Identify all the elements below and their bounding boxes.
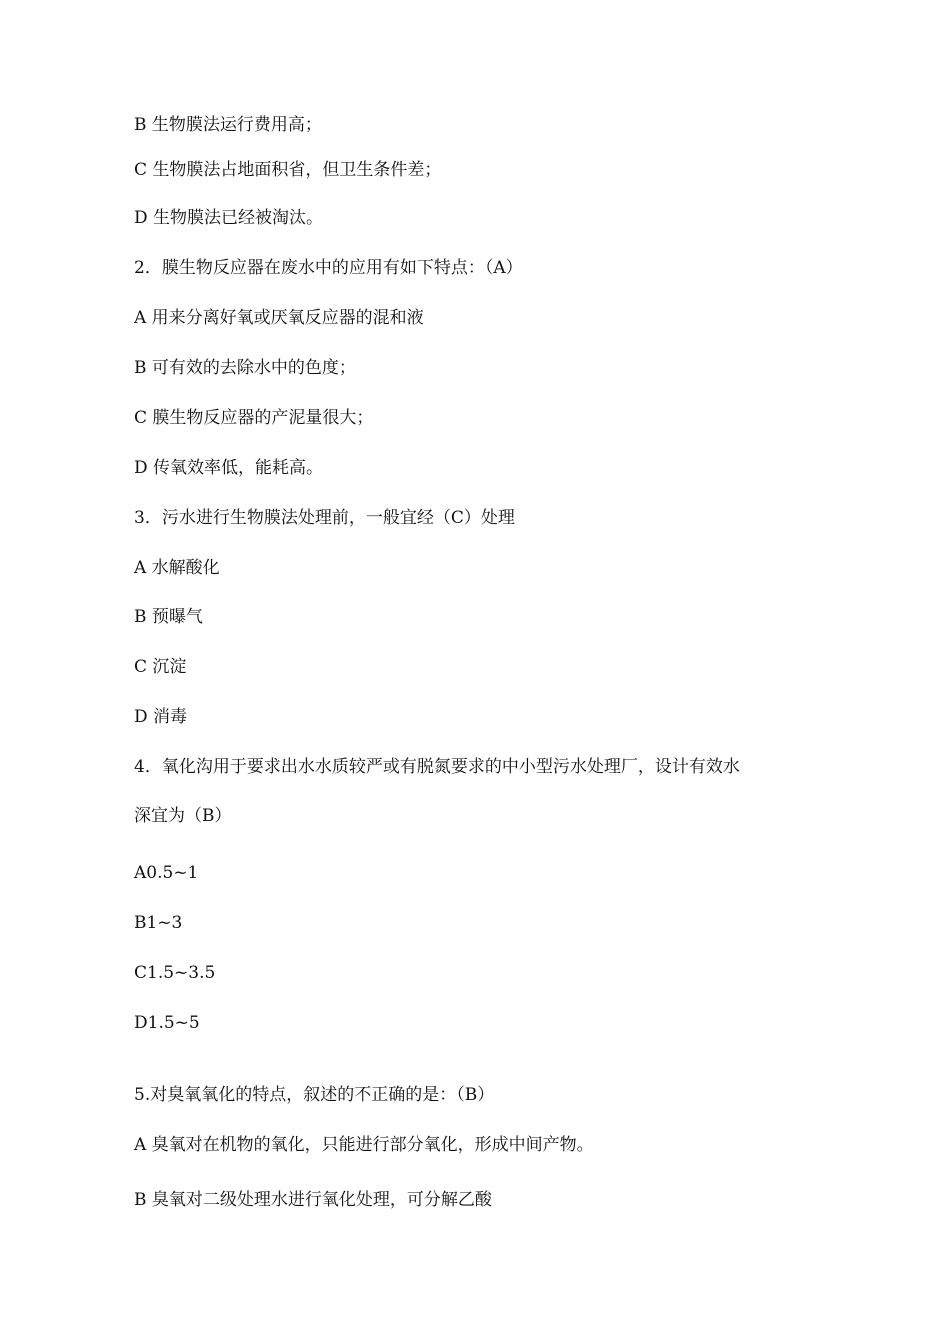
option-line: C1.5~3.5: [134, 963, 216, 983]
question-line: 4．氧化沟用于要求出水水质较严或有脱氮要求的中小型污水处理厂，设计有效水: [134, 757, 740, 777]
option-line: A0.5~1: [134, 863, 199, 883]
option-line: B 生物膜法运行费用高；: [134, 115, 322, 135]
question-line: 5.对臭氧氧化的特点，叙述的不正确的是：（B）: [134, 1085, 495, 1105]
option-line: A 水解酸化: [134, 558, 220, 578]
option-line: D 生物膜法已经被淘汰。: [134, 208, 324, 228]
question-line-continued: 深宜为（B）: [134, 806, 232, 826]
question-line: 2．膜生物反应器在废水中的应用有如下特点：（A）: [134, 258, 523, 278]
option-line: D 消毒: [134, 707, 188, 727]
option-line: A 臭氧对在机物的氧化，只能进行部分氧化，形成中间产物。: [134, 1135, 594, 1155]
option-line: D1.5~5: [134, 1013, 200, 1033]
question-line: 3．污水进行生物膜法处理前，一般宜经（C）处理: [134, 508, 515, 528]
option-line: C 生物膜法占地面积省，但卫生条件差；: [134, 160, 442, 180]
option-line: B 臭氧对二级处理水进行氧化处理，可分解乙酸: [134, 1190, 492, 1210]
option-line: B1~3: [134, 913, 183, 933]
option-line: C 膜生物反应器的产泥量很大；: [134, 408, 374, 428]
option-line: B 预曝气: [134, 607, 203, 627]
option-line: B 可有效的去除水中的色度；: [134, 358, 356, 378]
option-line: C 沉淀: [134, 657, 187, 677]
option-line: A 用来分离好氧或厌氧反应器的混和液: [134, 308, 424, 328]
option-line: D 传氧效率低，能耗高。: [134, 458, 324, 478]
